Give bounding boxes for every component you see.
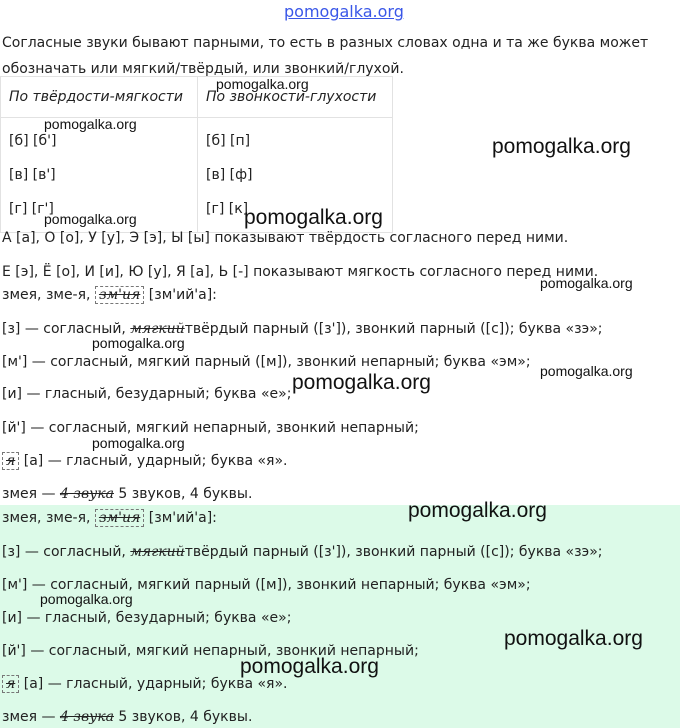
j-sound-line: [й'] — согласный, мягкий непарный, звонкий непарный;: [2, 420, 419, 436]
summary-word: змея —: [2, 709, 56, 725]
table-cell-value: [б] [б']: [9, 133, 57, 149]
table-cell-value: [г] [к]: [206, 201, 249, 217]
summary-word: змея —: [2, 486, 56, 502]
transcription: [зм'ий'а]:: [148, 287, 217, 303]
watermark: pomogalka.org: [408, 499, 547, 522]
a-sound-description: [а] — гласный, ударный; буква «я».: [23, 676, 288, 692]
i-sound-line: [и] — гласный, безударный; буква «е»;: [2, 610, 292, 626]
z-sound-description: твёрдый парный ([з']), звонкий парный ([с]); буква «зэ»;: [184, 544, 603, 560]
watermark: pomogalka.org: [216, 76, 309, 92]
m-sound-line: [м'] — согласный, мягкий парный ([м]), звонкий непарный; буква «эм»;: [2, 577, 531, 593]
watermark: pomogalka.org: [244, 206, 383, 229]
soft-vowels-note: Е [э], Ё [о], И [и], Ю [у], Я [а], Ь [-] показывают мягкость согласного перед ними.: [2, 264, 599, 280]
crossed-transcription: зм'ия: [95, 286, 144, 304]
summary-line: [2, 709, 252, 725]
hard-vowels-note: А [а], О [о], У [у], Э [э], Ы [ы] показывают твёрдость согласного перед ними.: [2, 230, 569, 246]
watermark: pomogalka.org: [92, 435, 185, 451]
word-syllables: змея, зме-я,: [2, 287, 91, 303]
z-sound-description: твёрдый парный ([з']), звонкий парный ([с]); буква «зэ»;: [184, 321, 603, 337]
table-cell-value: [в] [в']: [9, 167, 56, 183]
summary-count: 5 звуков, 4 буквы.: [118, 486, 253, 502]
a-sound-line: [2, 453, 288, 469]
crossed-word: мягкий: [130, 321, 185, 337]
z-sound-lead: [з] — согласный,: [2, 321, 126, 337]
table-cell-value: [г] [г']: [9, 201, 54, 217]
table-header: По твёрдости-мягкости: [1, 77, 198, 118]
table-header-row: [1, 77, 393, 118]
table-cell-value: [в] [ф]: [206, 167, 253, 183]
word-syllables: змея, зме-я,: [2, 510, 91, 526]
crossed-count: 4 звука: [59, 486, 114, 502]
site-logo[interactable]: pomogalka.org: [284, 2, 404, 21]
watermark: pomogalka.org: [504, 627, 643, 650]
word-breakdown-line: [2, 510, 217, 526]
watermark: pomogalka.org: [92, 335, 185, 351]
intro-paragraph: Согласные звуки бывают парными, то есть в разных словах одна и та же буква может обозначать или мягкий/твёрдый, или звонкий/глухой.: [2, 35, 649, 77]
crossed-letter: я: [2, 675, 19, 693]
watermark: pomogalka.org: [240, 655, 379, 678]
watermark: pomogalka.org: [292, 371, 431, 394]
transcription: [зм'ий'а]:: [148, 510, 217, 526]
crossed-letter: я: [2, 452, 19, 470]
a-sound-description: [а] — гласный, ударный; буква «я».: [23, 453, 288, 469]
word-breakdown-line: [2, 287, 217, 303]
m-sound-line: [м'] — согласный, мягкий парный ([м]), звонкий непарный; буква «эм»;: [2, 354, 531, 370]
crossed-count: 4 звука: [59, 709, 114, 725]
crossed-word: мягкий: [130, 544, 185, 560]
z-sound-lead: [з] — согласный,: [2, 544, 126, 560]
watermark: pomogalka.org: [540, 363, 633, 379]
summary-line: [2, 486, 252, 502]
z-sound-line: [2, 544, 603, 560]
watermark: pomogalka.org: [44, 116, 137, 132]
table-header: По звонкости-глухости: [198, 77, 393, 118]
summary-count: 5 звуков, 4 буквы.: [118, 709, 253, 725]
watermark: pomogalka.org: [492, 135, 631, 158]
j-sound-line: [й'] — согласный, мягкий непарный, звонкий непарный;: [2, 643, 419, 659]
watermark: pomogalka.org: [44, 211, 137, 227]
watermark: pomogalka.org: [540, 275, 633, 291]
table-cell-value: [б] [п]: [206, 133, 251, 149]
i-sound-line: [и] — гласный, безударный; буква «е»;: [2, 386, 292, 402]
crossed-transcription: зм'ия: [95, 509, 144, 527]
watermark: pomogalka.org: [40, 591, 133, 607]
